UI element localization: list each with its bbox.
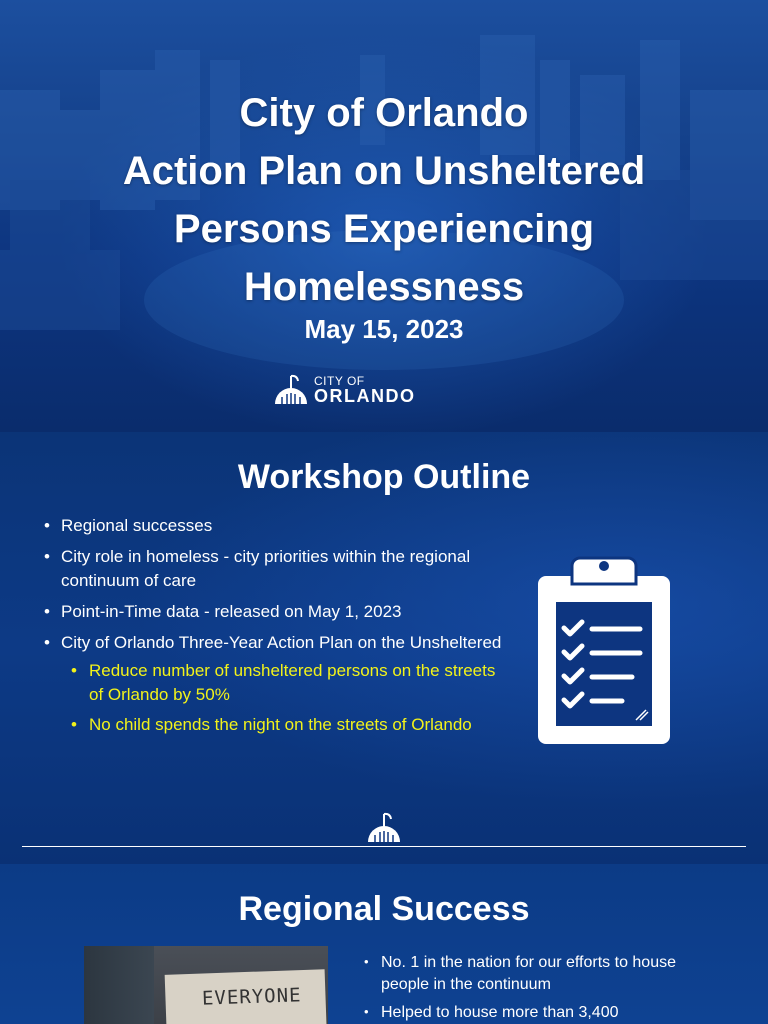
sub-bullet-list	[61, 659, 504, 737]
city-of-orlando-logo	[271, 370, 421, 410]
fountain-dome-icon	[364, 810, 404, 846]
slide-heading: Regional Success	[238, 890, 530, 928]
slide-heading: Workshop Outline	[237, 458, 531, 496]
list-item: • City of Orlando Three-Year Action Plan on the Unsheltered • Reduce number of unsheltered persons on the streets of Orlando by 50% • No child spends the night on the streets of Orlando	[44, 631, 504, 737]
highlighted-list-item: • Reduce number of unsheltered persons on the streets of Orlando by 50%	[71, 661, 496, 704]
outline-bullet-list	[44, 514, 504, 744]
slide-divider	[22, 846, 746, 847]
homeless-sign-photo	[84, 946, 328, 1024]
logo-small-text: CITY OF	[314, 374, 365, 388]
regional-bullet-list	[364, 952, 704, 1024]
highlighted-list-item: • No child spends the night on the streets of Orlando	[71, 715, 472, 734]
photo-sign-text: EVERYONE	[201, 984, 302, 1010]
list-item: • Regional successes	[44, 516, 213, 535]
title-line: Action Plan on Unsheltered	[122, 149, 646, 193]
list-item: • No. 1 in the nation for our efforts to house people in the continuum	[364, 954, 676, 993]
regional-success-slide	[0, 864, 768, 1024]
workshop-outline-slide	[0, 432, 768, 864]
logo-big-text: ORLANDO	[314, 386, 416, 406]
presentation-title	[0, 84, 768, 316]
title-line: Homelessness	[243, 265, 525, 309]
fountain-dome-icon	[271, 372, 311, 406]
list-item: • City role in homeless - city priorities within the regional continuum of care	[44, 547, 471, 590]
title-slide	[0, 0, 768, 432]
title-line: Persons Experiencing	[173, 207, 595, 251]
list-item: • Point-in-Time data - released on May 1, 2023	[44, 602, 402, 621]
presentation-date: May 15, 2023	[304, 314, 464, 344]
title-line: City of Orlando	[239, 91, 529, 135]
clipboard-checklist-icon	[536, 554, 672, 746]
list-item: • Helped to house more than 3,400	[364, 1004, 619, 1021]
